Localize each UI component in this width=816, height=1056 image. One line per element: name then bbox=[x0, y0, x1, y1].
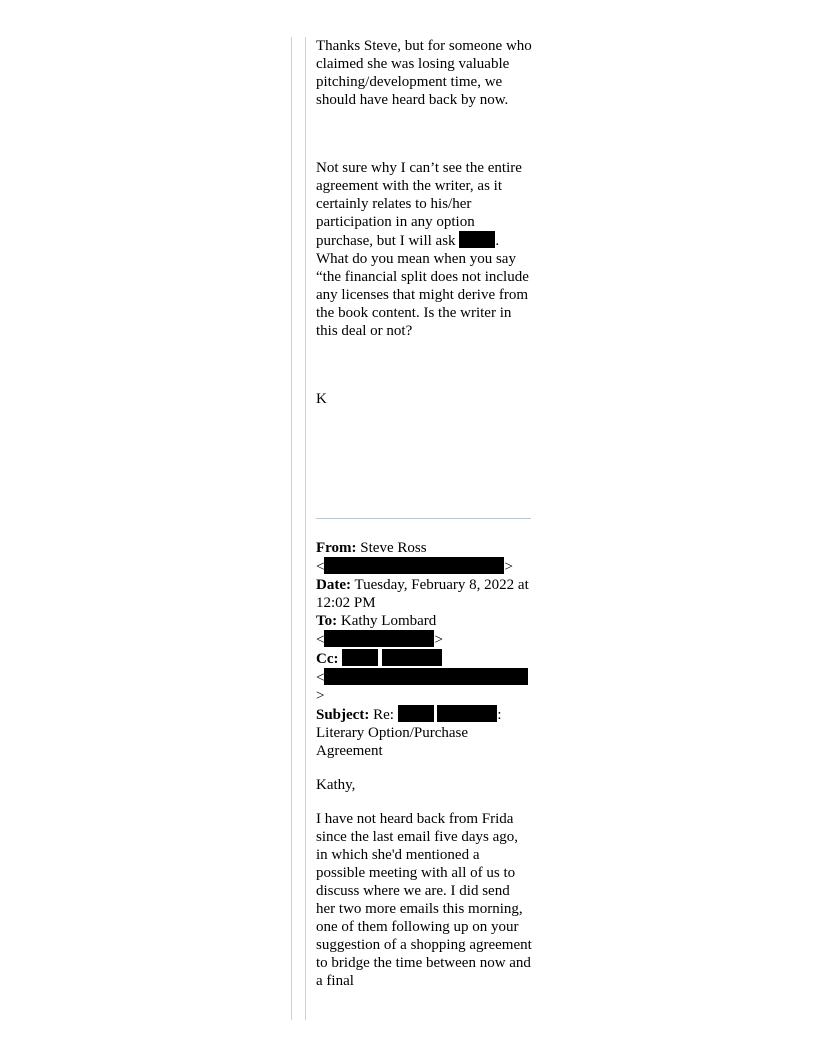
quote-bar bbox=[291, 37, 306, 1020]
angle-close: > bbox=[434, 632, 443, 648]
angle-close: > bbox=[504, 559, 513, 575]
forwarded-body: I have not heard back from Frida since the last email five days ago, in which she'd mentioned a possible meeting with all of us to discuss where we are. I did send her two more emails this morning, one of them following up on your suggestion of a shopping agreement to bridge the time between now and a final bbox=[316, 811, 532, 989]
cc-email-close-line bbox=[316, 687, 532, 705]
cc-email-line bbox=[316, 668, 532, 687]
angle-open: < bbox=[316, 559, 325, 575]
angle-open: < bbox=[316, 670, 325, 686]
cc-line bbox=[316, 649, 532, 668]
redaction-box bbox=[437, 705, 497, 722]
reply-paragraph-1: Thanks Steve, but for someone who claimed she was losing valuable pitching/development time, we should have heard back by now. bbox=[316, 38, 532, 108]
email-message bbox=[316, 37, 532, 990]
to-name: Kathy Lombard bbox=[340, 613, 437, 629]
from-name: Steve Ross bbox=[360, 540, 427, 556]
cc-label: Cc: bbox=[316, 651, 339, 667]
from-email-line bbox=[316, 557, 532, 576]
redaction-box bbox=[382, 649, 442, 666]
redaction-box bbox=[324, 668, 528, 685]
redaction-box bbox=[459, 231, 495, 248]
date-value: Tuesday, February 8, 2022 at 12:02 PM bbox=[316, 577, 529, 611]
date-label: Date: bbox=[316, 577, 351, 593]
redaction-box bbox=[324, 557, 504, 574]
redaction-box bbox=[398, 705, 434, 722]
from-label: From: bbox=[316, 540, 357, 556]
angle-open: < bbox=[316, 632, 325, 648]
forwarded-header bbox=[316, 539, 532, 760]
reply-paragraph-2-start: Not sure why I can’t see the entire agreement with the writer, as it certainly relates to his/her participation in any option purchase, but I will ask bbox=[316, 160, 522, 249]
reply-paragraph-2 bbox=[316, 159, 532, 340]
reply-signature: K bbox=[316, 391, 327, 407]
greeting: Kathy, bbox=[316, 777, 356, 793]
angle-close: > bbox=[316, 688, 325, 704]
redaction-box bbox=[342, 649, 378, 666]
subject-label: Subject: bbox=[316, 707, 370, 723]
to-line bbox=[316, 612, 532, 630]
subject-line bbox=[316, 705, 532, 760]
reply-paragraph-2-end: . What do you mean when you say “the financial split does not include any licenses that might derive from the book content. Is the writer in this deal or not? bbox=[316, 233, 529, 339]
header-separator bbox=[316, 518, 531, 519]
subject-colon: : bbox=[497, 707, 502, 723]
subject-prefix: Re: bbox=[373, 707, 394, 723]
subject-rest: Literary Option/Purchase Agreement bbox=[316, 725, 469, 759]
from-line bbox=[316, 539, 532, 557]
to-label: To: bbox=[316, 613, 338, 629]
to-email-line bbox=[316, 630, 532, 649]
date-line bbox=[316, 576, 532, 612]
redaction-box bbox=[324, 630, 434, 647]
